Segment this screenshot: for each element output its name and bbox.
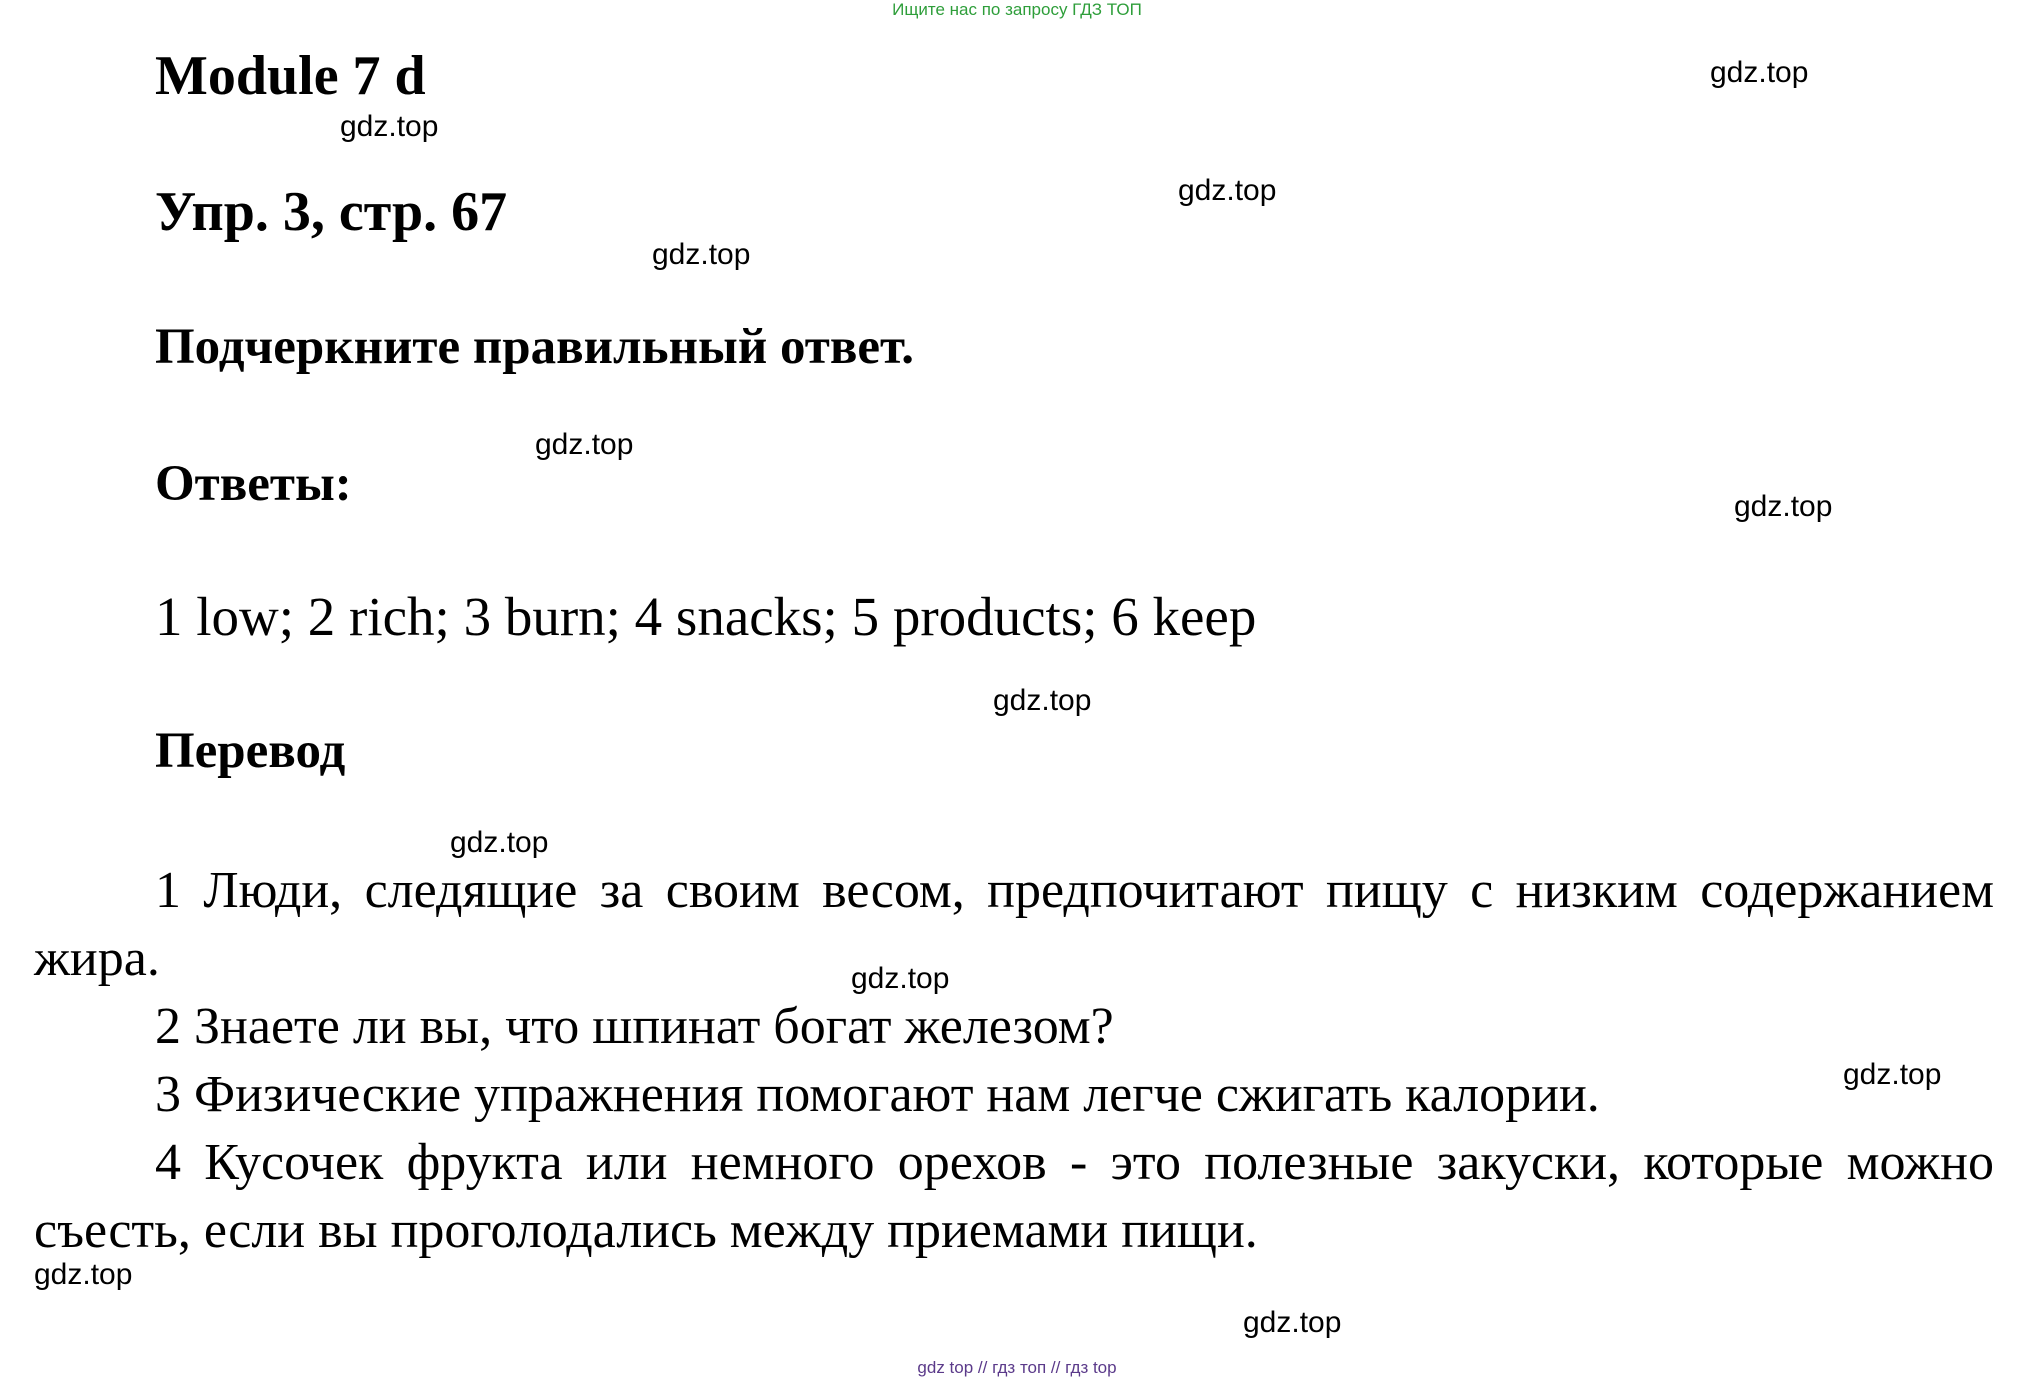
watermark: gdz.top (1734, 490, 1833, 523)
answers-heading: Ответы: (155, 456, 352, 512)
watermark: gdz.top (34, 1258, 133, 1291)
translation-sentence-1: 1 Люди, следящие за своим весом, предпочитают пищу с низким содержанием жира. (34, 862, 1994, 987)
answers-text: 1 low; 2 rich; 3 burn; 4 snacks; 5 products; 6 keep (155, 586, 1257, 647)
translation-sentence-3: 3 Физические упражнения помогают нам легче сжигать калории. (155, 1066, 1600, 1123)
translation-body (34, 857, 1994, 1265)
watermark: gdz.top (1843, 1058, 1942, 1091)
top-banner-link[interactable]: Ищите нас по запросу ГДЗ ТОП (892, 0, 1142, 19)
watermark: gdz.top (1710, 56, 1809, 89)
watermark: gdz.top (993, 684, 1092, 717)
watermark: gdz.top (1178, 174, 1277, 207)
exercise-heading: Упр. 3, стр. 67 (155, 181, 508, 243)
translation-sentence-4: 4 Кусочек фрукта или немного орехов - это полезные закуски, которые можно съесть, если вы проголодались между приемами пищи. (34, 1134, 1994, 1259)
watermark: gdz.top (535, 428, 634, 461)
module-heading: Module 7 d (155, 45, 426, 107)
watermark: gdz.top (652, 238, 751, 271)
translation-heading: Перевод (155, 723, 346, 779)
watermark: gdz.top (851, 962, 950, 995)
watermark: gdz.top (450, 826, 549, 859)
translation-sentence-2: 2 Знаете ли вы, что шпинат богат железом? (155, 998, 1114, 1055)
watermark: gdz.top (340, 110, 439, 143)
footer-links[interactable]: gdz top // гдз топ // гдз top (917, 1358, 1117, 1377)
watermark: gdz.top (1243, 1306, 1342, 1339)
task-instruction: Подчеркните правильный ответ. (155, 319, 914, 375)
